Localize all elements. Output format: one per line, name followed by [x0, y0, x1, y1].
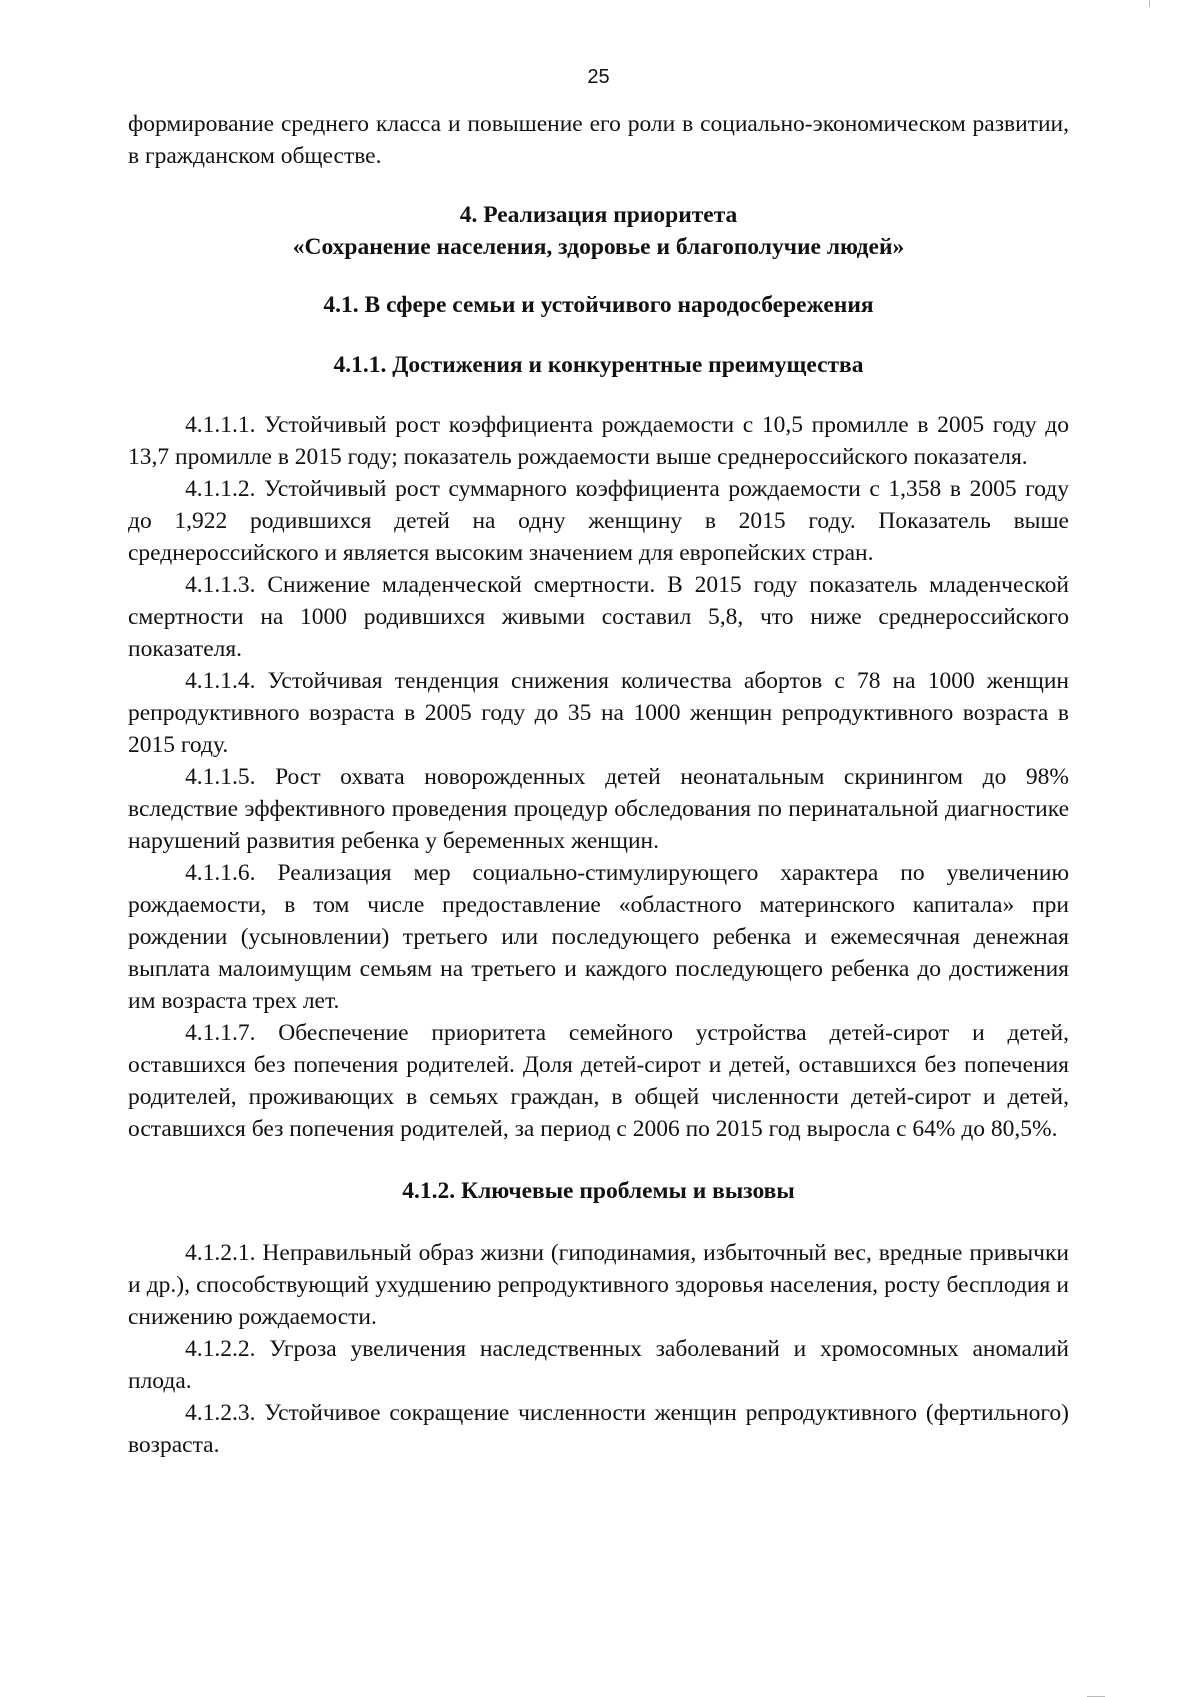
problems-heading: 4.1.2. Ключевые проблемы и вызовы — [402, 1178, 795, 1204]
achievement-item-2: 4.1.1.2. Устойчивый рост суммарного коэффициента рождаемости с 1,358 в 2005 году до 1,922 родившихся детей на одну женщину в 2015 году. Показатель выше среднероссийского и является высоким значением для европейских стран. — [128, 476, 1069, 566]
problem-item-3: 4.1.2.3. Устойчивое сокращение численности женщин репродуктивного (фертильного) возраста. — [128, 1400, 1069, 1458]
section-title — [128, 199, 1069, 263]
achievement-item-4: 4.1.1.4. Устойчивая тенденция снижения количества абортов с 78 на 1000 женщин репродуктивного возраста в 2005 году до 35 на 1000 женщин репродуктивного возраста в 2015 году. — [128, 668, 1069, 758]
achievement-item-1: 4.1.1.1. Устойчивый рост коэффициента рождаемости с 10,5 промилле в 2005 году до 13,7 промилле в 2015 году; показатель рождаемости выше среднероссийского показателя. — [128, 412, 1069, 470]
achievements-heading: 4.1.1. Достижения и конкурентные преимущества — [333, 352, 864, 378]
achievement-item-3: 4.1.1.3. Снижение младенческой смертности. В 2015 году показатель младенческой смертности на 1000 родившихся живыми составил 5,8, что ниже среднероссийского показателя. — [128, 572, 1069, 662]
section-title-line-2: «Сохранение населения, здоровье и благополучие людей» — [292, 234, 905, 260]
achievement-item-5: 4.1.1.5. Рост охвата новорожденных детей неонатальным скринингом до 98% вследствие эффективного проведения процедур обследования по перинатальной диагностике нарушений развития ребенка у беременных женщин. — [128, 764, 1069, 854]
problem-item-2: 4.1.2.2. Угроза увеличения наследственных заболеваний и хромосомных аномалий плода. — [128, 1336, 1069, 1394]
subsection-title: 4.1. В сфере семьи и устойчивого народосбережения — [323, 292, 874, 318]
section-title-line-1: 4. Реализация приоритета — [459, 202, 738, 228]
page-content — [128, 63, 1069, 1461]
achievement-item-6: 4.1.1.6. Реализация мер социально-стимулирующего характера по увеличению рождаемости, в том числе предоставление «областного материнского капитала» при рождении (усыновлении) третьего или последующего ребенка и ежемесячная денежная выплата малоимущим семьям на третьего и каждого последующего ребенка до достижения им возраста трех лет. — [128, 860, 1069, 1014]
page-number: 25 — [587, 66, 610, 88]
intro-paragraph: формирование среднего класса и повышение его роли в социально-экономическом развитии, в гражданском обществе. — [128, 111, 1069, 169]
achievement-item-7: 4.1.1.7. Обеспечение приоритета семейного устройства детей-сирот и детей, оставшихся без попечения родителей. Доля детей-сирот и детей, оставшихся без попечения родителей, проживающих в семьях граждан, в общей численности детей-сирот и детей, оставшихся без попечения родителей, за период с 2006 по 2015 год выросла с 64% до 80,5%. — [128, 1020, 1069, 1142]
problem-item-1: 4.1.2.1. Неправильный образ жизни (гиподинамия, избыточный вес, вредные привычки и др.), способствующий ухудшению репродуктивного здоровья населения, росту бесплодия и снижению рождаемости. — [128, 1240, 1069, 1330]
scan-artifact-top-right — [1149, 0, 1150, 7]
